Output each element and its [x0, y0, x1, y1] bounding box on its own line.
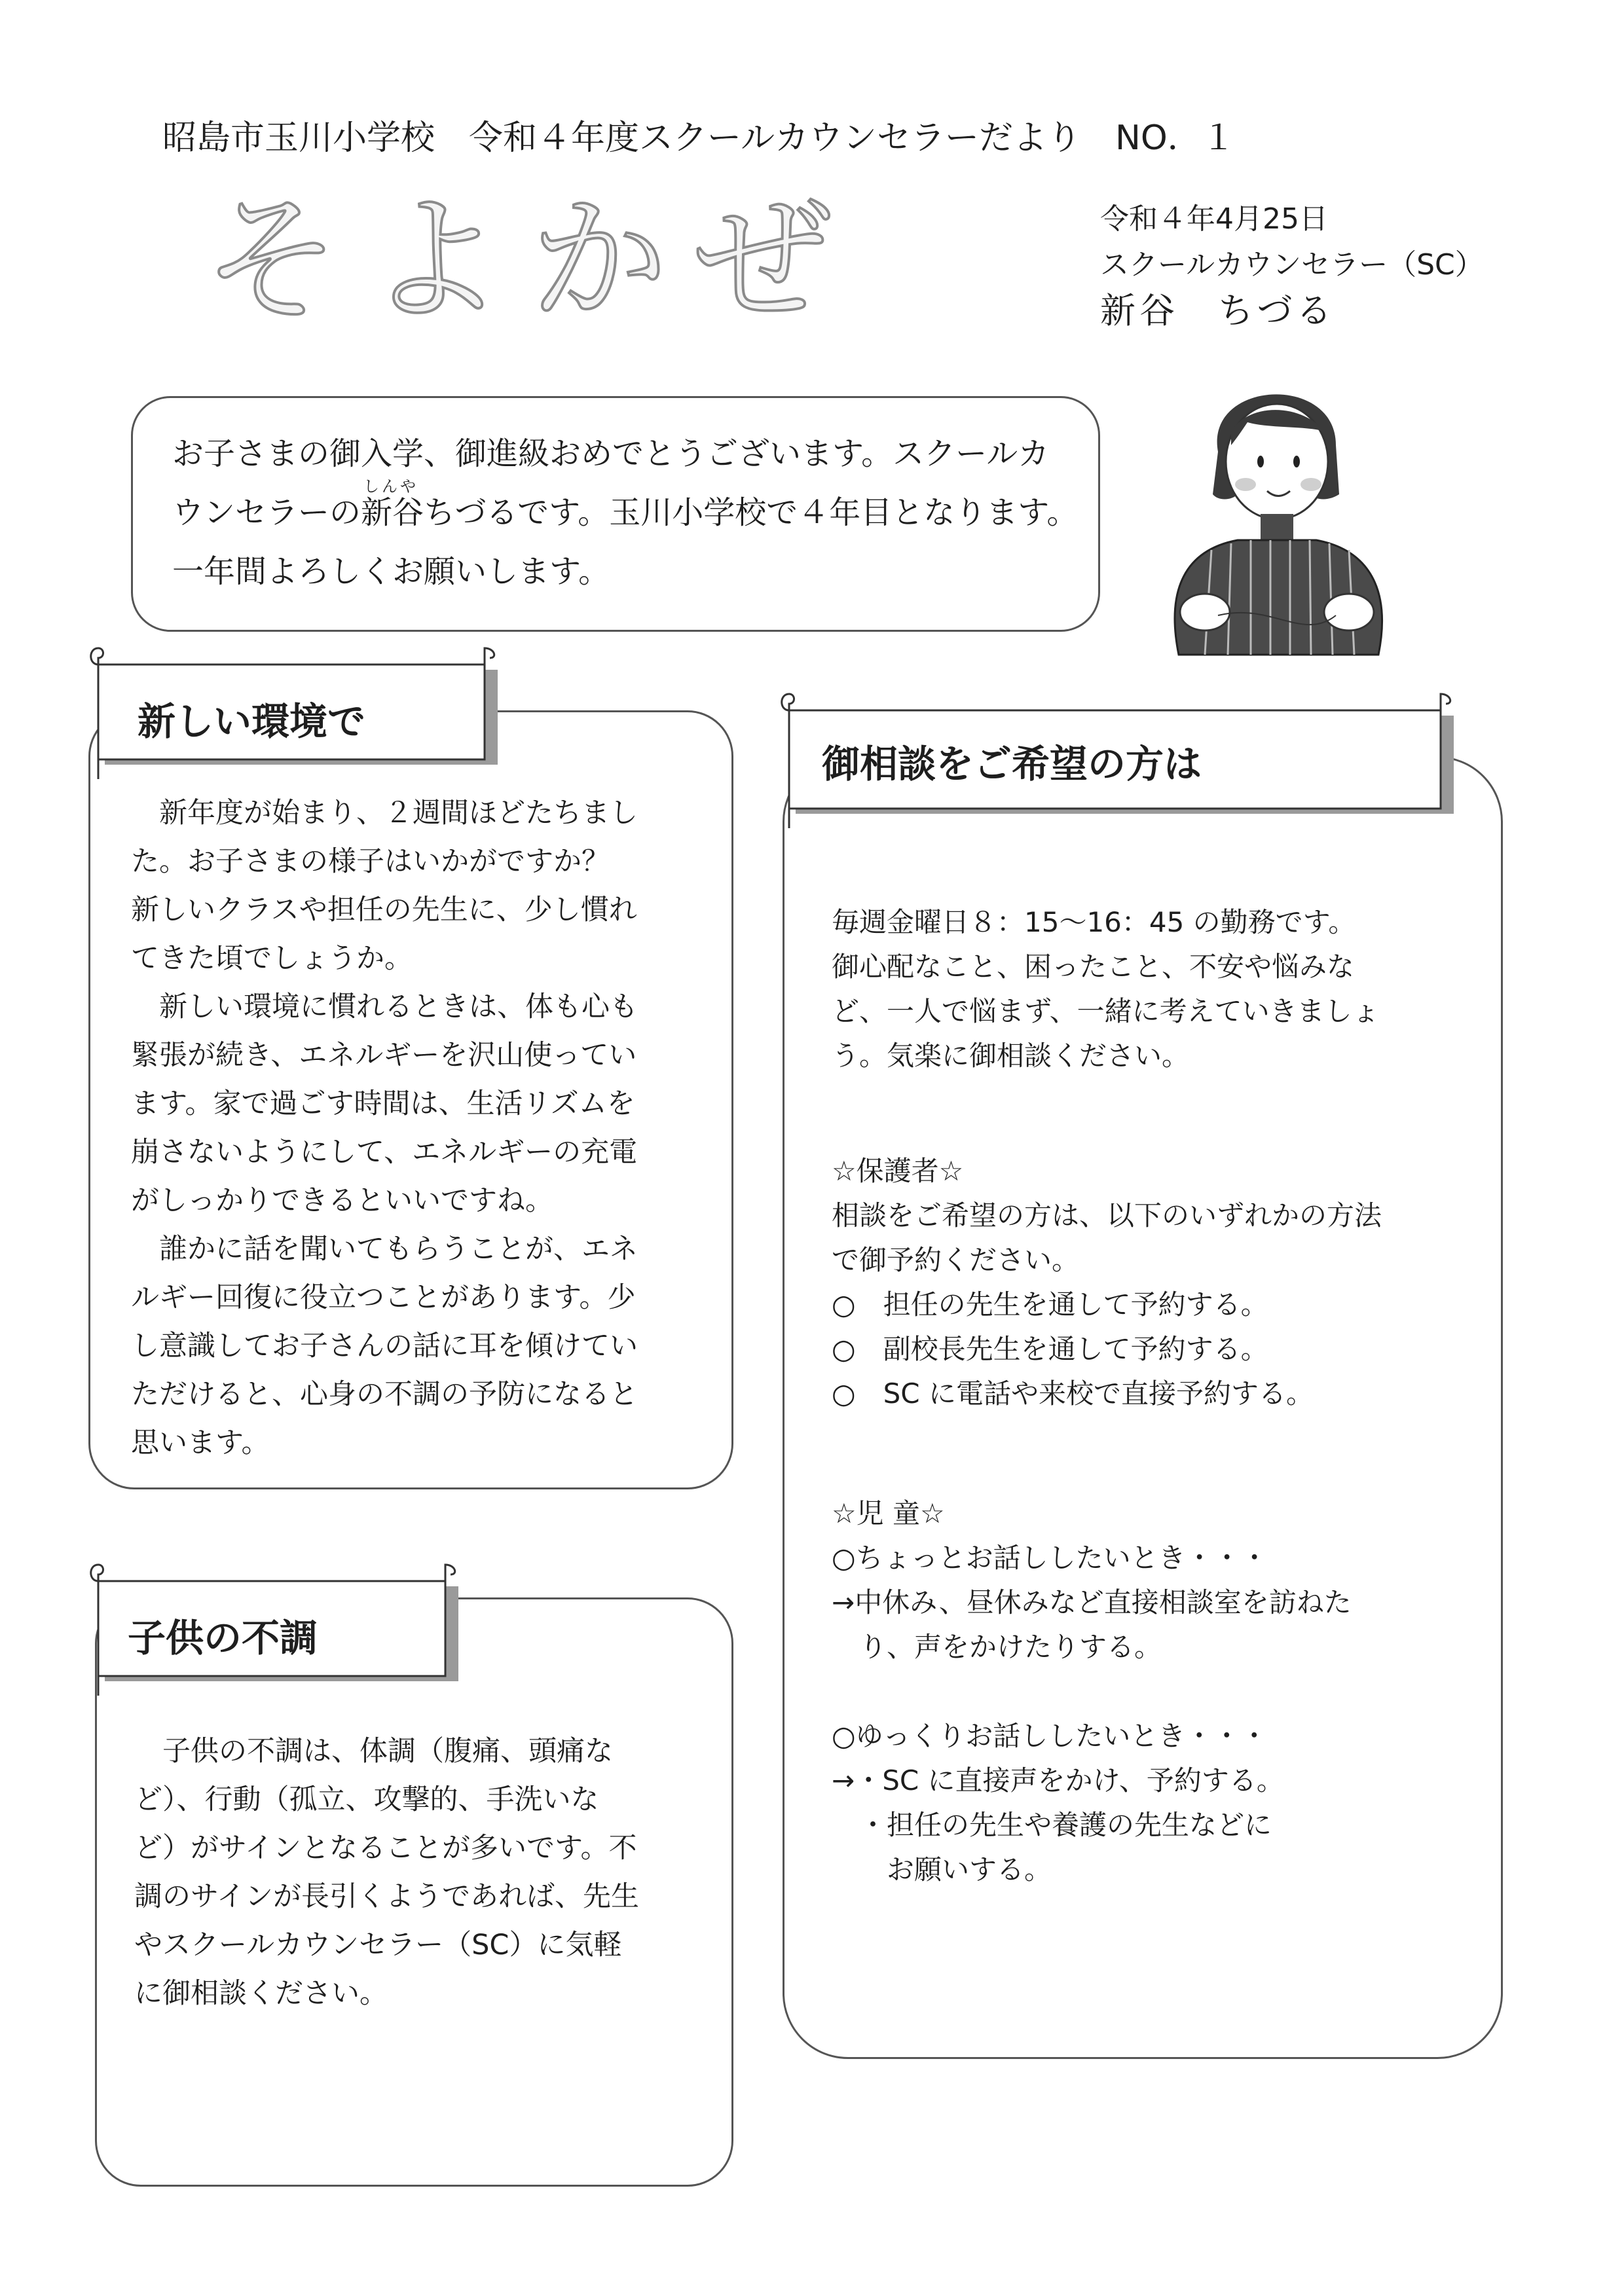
greeting-line-3: 一年間よろしくお願いします。	[172, 553, 610, 590]
child-line: ど）がサインとなることが多いです。不	[134, 1832, 637, 1865]
newsletter-title-text: そよかぜ	[203, 180, 858, 340]
child-line: やスクールカウンセラー（SC）に気軽	[134, 1929, 622, 1961]
consult-intro-line: ど、一人で悩まず、一緒に考えていきましょ	[832, 995, 1380, 1027]
environment-text	[131, 789, 638, 1467]
guardian-block	[832, 1149, 1382, 1416]
environment-line: 緊張が続き、エネルギーを沢山使ってい	[131, 1039, 637, 1072]
author-role: スクールカウンセラー（SC）	[1100, 248, 1484, 282]
child-line: 調のサインが長引くようであれば、先生	[134, 1880, 639, 1913]
newsletter-header: 昭島市玉川小学校 令和４年度スクールカウンセラーだより NO．１	[162, 118, 1236, 158]
environment-line: 新年度が始まり、２週間ほどたちまし	[131, 797, 638, 829]
environment-line: 思います。	[131, 1427, 270, 1459]
newsletter-title	[203, 177, 989, 340]
name-ruby-base: 新谷	[361, 494, 424, 531]
name-with-ruby	[361, 477, 424, 542]
greeting-box	[131, 396, 1100, 632]
environment-line: 新しい環境に慣れるときは、体も心も	[131, 991, 638, 1023]
environment-line: てきた頃でしょうか。	[131, 942, 413, 975]
consult-intro-line: 毎週金曜日８：15～16：45 の勤務です。	[832, 906, 1356, 938]
child-line: 子供の不調は、体調（腹痛、頭痛な	[134, 1735, 613, 1768]
child-text	[134, 1727, 639, 2018]
greeting-line-2-pre: ウンセラーの	[172, 494, 361, 531]
student-line: ・担任の先生や養護の先生などに	[832, 1809, 1272, 1841]
environment-line: がしっかりできるといいですね。	[131, 1184, 553, 1217]
student-line: →・SC に直接声をかけ、予約する。	[832, 1764, 1284, 1796]
student-heading: ☆児 童☆	[832, 1497, 945, 1529]
environment-line: 崩さないようにして、エネルギーの充電	[131, 1136, 638, 1169]
environment-section-title: 新しい環境で	[138, 699, 366, 744]
child-line: に御相談ください。	[134, 1977, 388, 2010]
guardian-line: で御予約ください。	[832, 1244, 1080, 1276]
environment-line: 誰かに話を聞いてもらうことが、エネ	[131, 1233, 638, 1266]
sweater-collar	[1261, 514, 1293, 540]
counselor-illustration	[1139, 354, 1414, 694]
consult-intro-line: う。気楽に御相談ください。	[832, 1040, 1190, 1072]
issue-date: 令和４年4月25日	[1100, 202, 1328, 236]
left-eye-icon	[1257, 456, 1264, 467]
consult-intro	[832, 900, 1380, 1078]
greeting-line-2	[172, 477, 1079, 542]
guardian-line: 相談をご希望の方は、以下のいずれかの方法	[832, 1199, 1382, 1231]
consult-section-title: 御相談をご希望の方は	[822, 742, 1202, 786]
student-line: →中休み、昼休みなど直接相談室を訪ねた	[832, 1586, 1352, 1618]
consult-intro-line: 御心配なこと、困ったこと、不安や悩みな	[832, 951, 1355, 983]
right-hand-shape	[1324, 594, 1374, 630]
scroll-curl-right	[1441, 694, 1450, 710]
environment-line: ルギー回復に役立つことがあります。少	[131, 1281, 636, 1314]
right-cheek-icon	[1301, 478, 1321, 491]
student-line: り、声をかけたりする。	[832, 1631, 1162, 1663]
left-cheek-icon	[1235, 478, 1256, 491]
student-line: お願いする。	[832, 1853, 1052, 1886]
environment-line: 新しいクラスや担任の先生に、少し慣れ	[131, 894, 637, 926]
child-line: ど）、行動（孤立、攻撃的、手洗いな	[134, 1783, 599, 1816]
environment-line: し意識してお子さんの話に耳を傾けてい	[131, 1330, 638, 1362]
student-block	[832, 1491, 1352, 1892]
name-ruby-reading: しんや	[363, 477, 419, 496]
guardian-option: ○ 担任の先生を通して予約する。	[832, 1288, 1268, 1321]
environment-line: た。お子さまの様子はいかがですか？	[131, 845, 610, 878]
left-hand-shape	[1180, 594, 1230, 630]
environment-line: ます。家で過ごす時間は、生活リズムを	[131, 1087, 635, 1120]
child-section-title: 子供の不調	[128, 1616, 318, 1660]
greeting-line-2-post: ちづるです。玉川小学校で４年目となります。	[424, 494, 1079, 531]
right-eye-icon	[1293, 456, 1300, 467]
scroll-curl-right	[485, 648, 494, 665]
greeting-line-1: お子さまの御入学、御進級おめでとうございます。スクールカ	[172, 435, 1050, 472]
environment-line: ただけると、心身の不調の予防になると	[131, 1378, 638, 1411]
author-name: 新谷 ちづる	[1100, 290, 1336, 331]
guardian-heading: ☆保護者☆	[832, 1155, 964, 1187]
guardian-option: ○ 副校長先生を通して予約する。	[832, 1333, 1268, 1365]
student-line: ○ゆっくりお話ししたいとき・・・	[832, 1720, 1268, 1752]
spacer	[832, 1669, 1352, 1714]
guardian-option: ○ SC に電話や来校で直接予約する。	[832, 1377, 1314, 1410]
scroll-curl-right	[445, 1565, 455, 1581]
student-line: ○ちょっとお話ししたいとき・・・	[832, 1542, 1268, 1574]
